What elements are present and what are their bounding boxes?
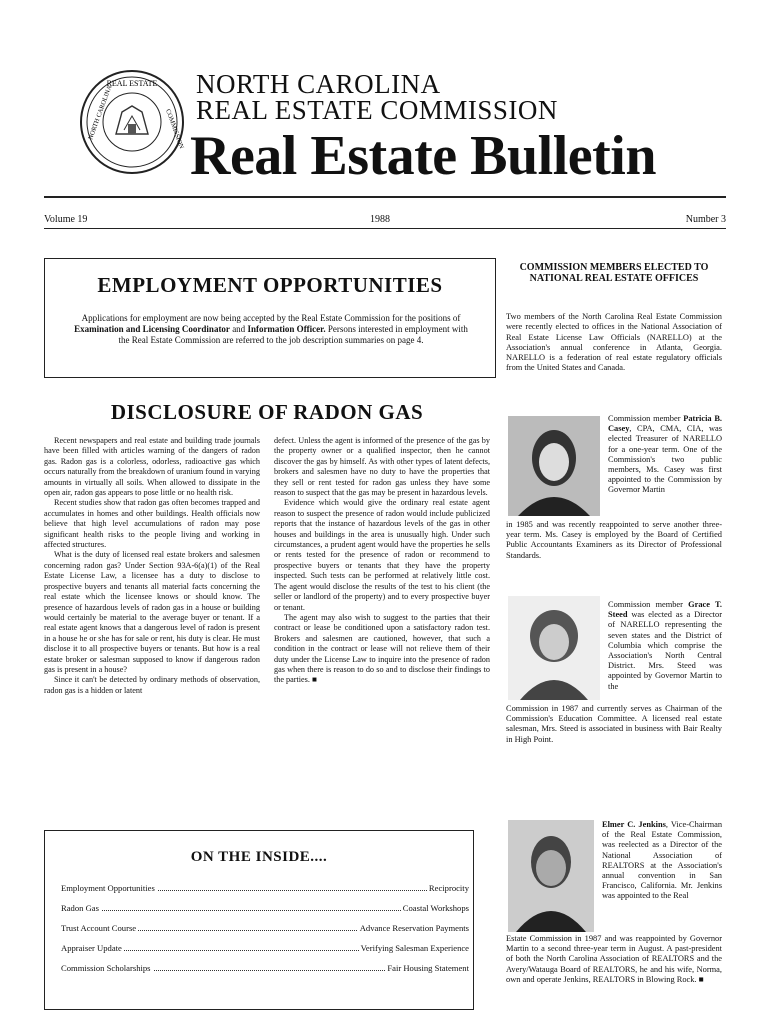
state-seal [78,68,186,176]
casey-text: , CPA, CMA, CIA, was elected Treasurer of NARELLO for a one-year term. One of the Commission's two public members, Ms. Casey was first appointed to the Commission by Governor Martin [608,424,722,495]
volume-label: Volume 19 [44,214,88,225]
toc-row [61,923,469,935]
commission-elected-heading: COMMISSION MEMBERS ELECTED TO NATIONAL REAL ESTATE OFFICES [519,262,709,284]
casey-name: Patricia B. Casey [608,414,722,434]
position-2: Information Officer. [247,324,326,334]
jenkins-bio [602,820,722,902]
radon-column-1 [44,436,260,696]
employment-text-post: Persons interested in employment with the Real Estate Commission are referred to the job description summaries on page 4. [118,324,468,345]
steed-name: Grace T. Steed [608,600,722,620]
year-label: 1988 [370,214,390,225]
jenkins-name: Elmer C. Jenkins [602,820,666,829]
radon-paragraph: defect. Unless the agent is informed of the presence of the gas by the property owner or a qualified inspector, then he cannot discover the gas by himself. As with other types of latent defects, brokers and salesmen have no duty to have the properties that they sell or rent tested for radon gas unless they have some reason to suspect that the gas may be present in hazardous levels. [274,436,490,498]
toc-row [61,883,469,895]
jenkins-bio-continued [506,934,722,985]
radon-paragraph [274,613,490,686]
radon-last-text: The agent may also wish to suggest to the parties that their contract or lease be conditioned upon a satisfactory radon test. Brokers and salesmen are cautioned, however, that such a condition in the contract or lease will not relieve them of their duty under the License Law to inquire into the presence of radon gas when there is reason to do so and to disclose their findings to the parties. [274,612,490,685]
jenkins-text-continued: Estate Commission in 1987 and was reappointed by Governor Martin to a second three-year term in August. A past-president of both the North Carolina Association of REALTORS and the Avery/Watauga Board of REALTORS, he and his wife, Norma, own and operate Jenkins, REALTORS in Blowing Rock. [506,934,722,984]
inside-box [44,830,474,1010]
commission-elected-body: Two members of the North Carolina Real Estate Commission were recently elected to offices in the National Association of Real Estate License Law Officials (NARELLO) at the Association's annual conference in Atlanta, Georgia. NARELLO is a federation of real estate regulatory officials from the United States and Canada. [506,312,722,373]
toc-row [61,943,469,955]
seal-text-top: REAL ESTATE [106,79,158,88]
org-name-line2: REAL ESTATE COMMISSION [196,95,558,125]
toc-right-item: Coastal Workshops [402,903,469,913]
radon-paragraph: Evidence which would give the ordinary real estate agent reason to suspect the presence of radon would include publicized reports that the instance of hazardous levels of the gas in other houses and buildings in the area is unusually high. Under such circumstances, a prudent agent would have the properties he sells or rents tested for the presence of radon or recommend to prospective buyers or tenants that they have the property inspected. Such tests can be performed at relatively little cost. The agent would disclose the results of the test to his client (the seller or landlord of the property) and to every prospective buyer or tenant. [274,498,490,612]
radon-paragraph: Since it can't be detected by ordinary methods of observation, radon gas is a hidden or latent [44,675,260,695]
jenkins-text: , Vice-Chairman of the Real Estate Commission, was reelected as a Director of the National Association of REALTORS at the Association's annual convention in San Francisco, California. Mr. Jenkins was appointed to the Real [602,820,723,901]
toc-right-item: Reciprocity [428,883,469,893]
steed-photo [508,596,600,700]
radon-paragraph: What is the duty of licensed real estate brokers and salesmen concerning radon gas? Under Section 93A-6(a)(1) of the Real Estate License Law, a licensee has a duty to disclose to prospective buyers and tenants all material facts concerning the real estate which the licensee knows or should know. The presence of hazardous levels of radon gas in a house or building would certainly be material to the average buyer or tenant. If a real estate agent knows that a dangerous level of radon is present in a house he or she has for sale or rent, his duty is clear. He must disclose it to all prospective buyers or tenants. But how is a real estate broker or salesman supposed to know if dangerous radon gas is present in a house? [44,550,260,674]
end-mark: ■ [698,974,704,984]
casey-bio [608,414,722,496]
issue-rule [44,228,726,229]
number-label: Number 3 [685,214,726,225]
steed-text: was elected as a Director of NARELLO representing the seven states and the District of Columbia which comprise the Association's North Central District. Mrs. Steed was appointed by Governor Martin to the [608,610,722,691]
steed-intro: Commission member [608,600,683,609]
toc-left-item: Radon Gas [61,903,99,913]
toc-right-item: Advance Reservation Payments [359,923,469,933]
steed-bio [608,600,722,692]
employment-heading: EMPLOYMENT OPPORTUNITIES [97,273,443,297]
toc-left-item: Commission Scholarships [61,963,151,973]
jenkins-photo [508,820,594,932]
seal-text-left: NORTH CAROLINA [87,84,114,141]
casey-intro: Commission member [608,414,681,423]
employment-body [73,313,469,346]
toc-right-item: Fair Housing Statement [387,963,469,973]
steed-bio-continued: Commission in 1987 and currently serves as Chairman of the Commission's Education Committee. A licensed real estate salesman, Mrs. Steed is associated in business with Bair Realty in High Point. [506,704,722,744]
end-mark: ■ [311,675,317,685]
radon-paragraph: Recent newspapers and real estate and building trade journals have been filled with articles warning of the dangers of radon gas. Radon gas is a colorless, odorless, radioactive gas which occurs naturally from the breakdown of uranium found in varying amounts in virtually all soils. When allowed to dissipate in the open air, radon gas appears to pose little or no health risk. [44,436,260,498]
position-1: Examination and Licensing Coordinator [74,324,230,334]
radon-heading: DISCLOSURE OF RADON GAS [110,400,424,424]
employment-text: Applications for employment are now being accepted by the Real Estate Commission for the positions of [81,313,461,323]
toc-right-item: Verifying Salesman Experience [360,943,469,953]
toc-row [61,903,469,915]
seal-text-right: COMMISSION [164,108,185,150]
employment-text-mid: and [229,324,248,334]
issue-line [44,214,726,228]
org-name-line1: NORTH CAROLINA [196,69,441,99]
bulletin-title: Real Estate Bulletin [190,125,656,187]
radon-column-2 [274,436,490,686]
toc-left-item: Trust Account Course [61,923,137,933]
toc-row [61,963,469,975]
masthead-rule [44,196,726,198]
inside-heading: ON THE INSIDE.... [190,849,328,865]
employment-box [44,258,496,378]
radon-paragraph: Recent studies show that radon gas often becomes trapped and accumulates in homes and other buildings. Health officials now believe that high level accumulations of radon may pose significant health risks to the people living and working in affected structures. [44,498,260,550]
toc-left-item: Appraiser Update [61,943,122,953]
casey-photo [508,416,600,516]
casey-bio-continued: in 1985 and was recently reappointed to serve another three-year term. Ms. Casey is employed by the Board of Certified Public Accountants Examiners as its Director of Professional Standards. [506,520,722,560]
toc-left-item: Employment Opportunities [61,883,155,893]
